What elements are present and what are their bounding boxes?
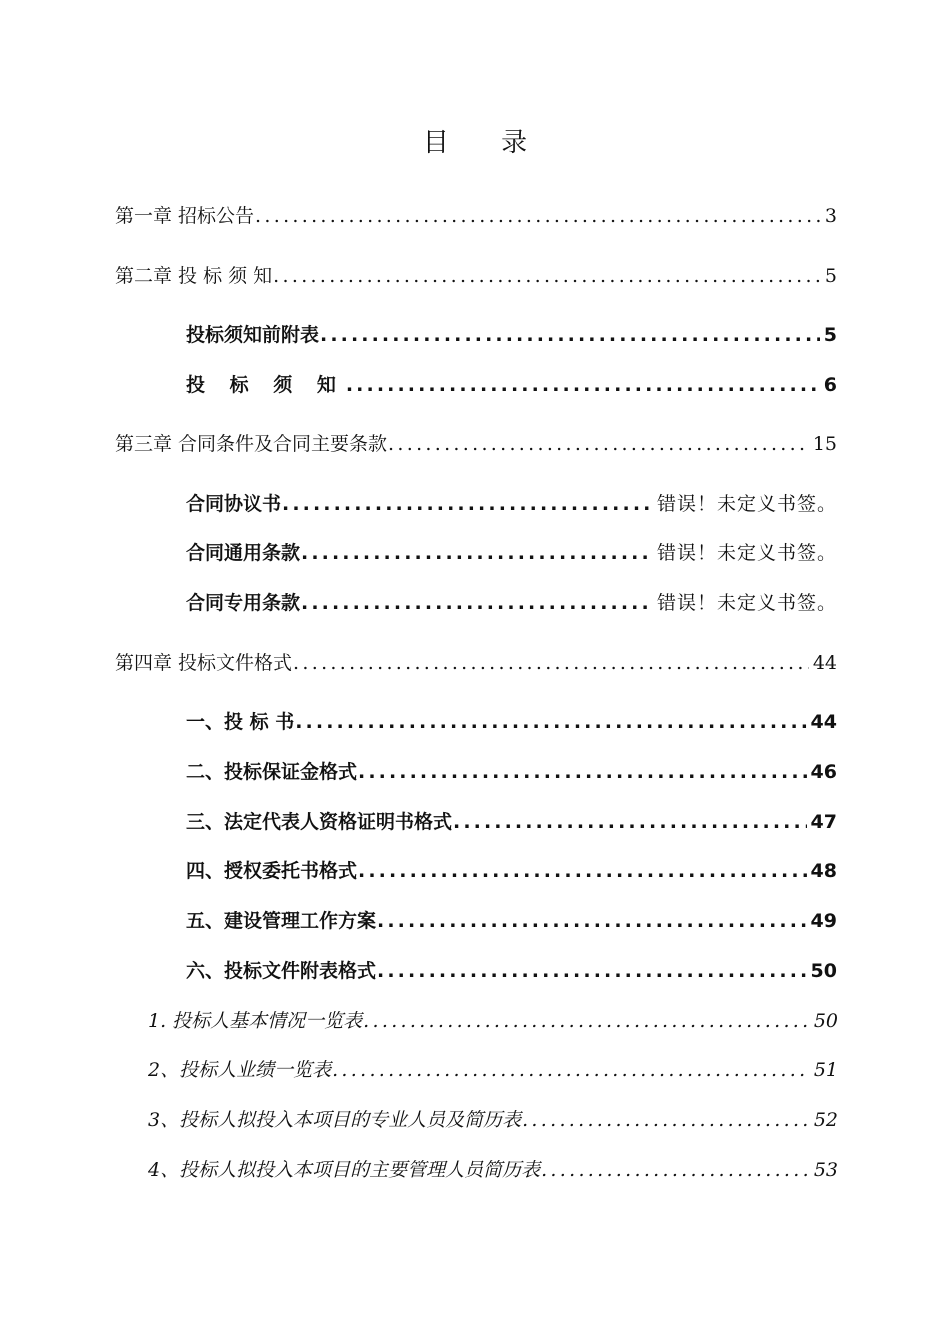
toc-page-number: 3 xyxy=(824,205,837,227)
toc-dot-leader xyxy=(332,1055,810,1085)
toc-entry-management-plan[interactable] xyxy=(186,906,837,936)
toc-entry-chapter-4[interactable] xyxy=(115,648,837,678)
toc-page-number: 51 xyxy=(813,1059,838,1081)
toc-entry-text: 四、授权委托书格式 xyxy=(186,860,358,882)
toc-entry-chapter-2[interactable] xyxy=(115,261,837,291)
toc-dot-leader xyxy=(320,320,820,350)
toc-page-number: 44 xyxy=(812,652,837,674)
toc-entry-text: 3、投标人拟投入本项目的专业人员及简历表 xyxy=(148,1109,522,1131)
toc-entry-bid-security-format[interactable] xyxy=(186,757,837,787)
toc-entry-general-conditions[interactable] xyxy=(186,538,837,568)
toc-dot-leader xyxy=(293,648,809,678)
toc-page-number: 错误！未定义书签。 xyxy=(656,542,837,564)
toc-page-number: 46 xyxy=(810,761,837,783)
toc-dot-leader xyxy=(358,757,807,787)
toc-dot-leader xyxy=(346,370,820,400)
toc-entry-text: 合同通用条款 xyxy=(186,542,301,564)
toc-entry-bid-form[interactable] xyxy=(186,707,837,737)
toc-entry-text: 投标须知前附表 xyxy=(186,324,320,346)
toc-dot-leader xyxy=(541,1155,810,1185)
toc-page-number: 47 xyxy=(810,811,837,833)
toc-entry-contract-agreement[interactable] xyxy=(186,489,837,519)
toc-page-number: 错误！未定义书签。 xyxy=(656,592,837,614)
toc-entry-text: 第二章 投 标 须 知 xyxy=(115,265,273,287)
toc-entry-text: 合同协议书 xyxy=(186,493,282,515)
toc-entry-chapter-3[interactable] xyxy=(115,429,837,459)
toc-dot-leader xyxy=(301,538,653,568)
toc-entry-text: 一、投 标 书 xyxy=(186,711,295,733)
toc-dot-leader xyxy=(522,1105,810,1135)
toc-entry-text: 三、法定代表人资格证明书格式 xyxy=(186,811,453,833)
toc-page-number: 44 xyxy=(810,711,837,733)
toc-entry-key-management-staff[interactable] xyxy=(148,1155,838,1185)
toc-entry-professional-staff[interactable] xyxy=(148,1105,838,1135)
toc-page-number: 50 xyxy=(813,1010,838,1032)
toc-dot-leader xyxy=(377,956,807,986)
toc-entry-text: 合同专用条款 xyxy=(186,592,301,614)
toc-dot-leader xyxy=(363,1006,810,1036)
toc-page-number: 错误！未定义书签。 xyxy=(656,493,837,515)
toc-dot-leader xyxy=(453,807,807,837)
toc-page-number: 15 xyxy=(812,433,837,455)
toc-entry-text: 五、建设管理工作方案 xyxy=(186,910,377,932)
toc-entry-bidder-performance[interactable] xyxy=(148,1055,838,1085)
toc-entry-chapter-1[interactable] xyxy=(115,201,837,231)
toc-page-number: 5 xyxy=(823,324,837,346)
toc-entry-instructions-to-bidders[interactable] xyxy=(186,370,837,400)
toc-page-number: 49 xyxy=(810,910,837,932)
toc-page-number: 48 xyxy=(810,860,837,882)
toc-entry-text: 二、投标保证金格式 xyxy=(186,761,358,783)
toc-dot-leader xyxy=(377,906,807,936)
toc-dot-leader xyxy=(295,707,806,737)
toc-entry-bid-schedules-format[interactable] xyxy=(186,956,837,986)
toc-entry-special-conditions[interactable] xyxy=(186,588,837,618)
toc-page-number: 5 xyxy=(824,265,837,287)
toc-dot-leader xyxy=(273,261,821,291)
toc-entry-text: 2、投标人业绩一览表 xyxy=(148,1059,332,1081)
page-title: 目 录 xyxy=(422,128,550,158)
toc-page-number: 6 xyxy=(823,374,837,396)
toc-entry-text: 投 标 须 知 xyxy=(186,374,345,396)
toc-entry-bidding-data-sheet[interactable] xyxy=(186,320,837,350)
toc-entry-legal-representative-certificate[interactable] xyxy=(186,807,837,837)
toc-dot-leader xyxy=(282,489,653,519)
toc-entry-text: 1. 投标人基本情况一览表 xyxy=(148,1010,363,1032)
toc-entry-text: 六、投标文件附表格式 xyxy=(186,960,377,982)
toc-dot-leader xyxy=(358,856,807,886)
toc-page-number: 50 xyxy=(810,960,837,982)
toc-entry-bidder-basic-info[interactable] xyxy=(148,1006,838,1036)
toc-dot-leader xyxy=(255,201,821,231)
toc-entry-power-of-attorney[interactable] xyxy=(186,856,837,886)
toc-page-number: 53 xyxy=(813,1159,838,1181)
toc-page-number: 52 xyxy=(813,1109,838,1131)
toc-entry-text: 第三章 合同条件及合同主要条款 xyxy=(115,433,388,455)
toc-entry-text: 第四章 投标文件格式 xyxy=(115,652,293,674)
toc-dot-leader xyxy=(301,588,653,618)
toc-entry-text: 4、投标人拟投入本项目的主要管理人员简历表 xyxy=(148,1159,541,1181)
toc-dot-leader xyxy=(388,429,809,459)
toc-entry-text: 第一章 招标公告 xyxy=(115,205,255,227)
